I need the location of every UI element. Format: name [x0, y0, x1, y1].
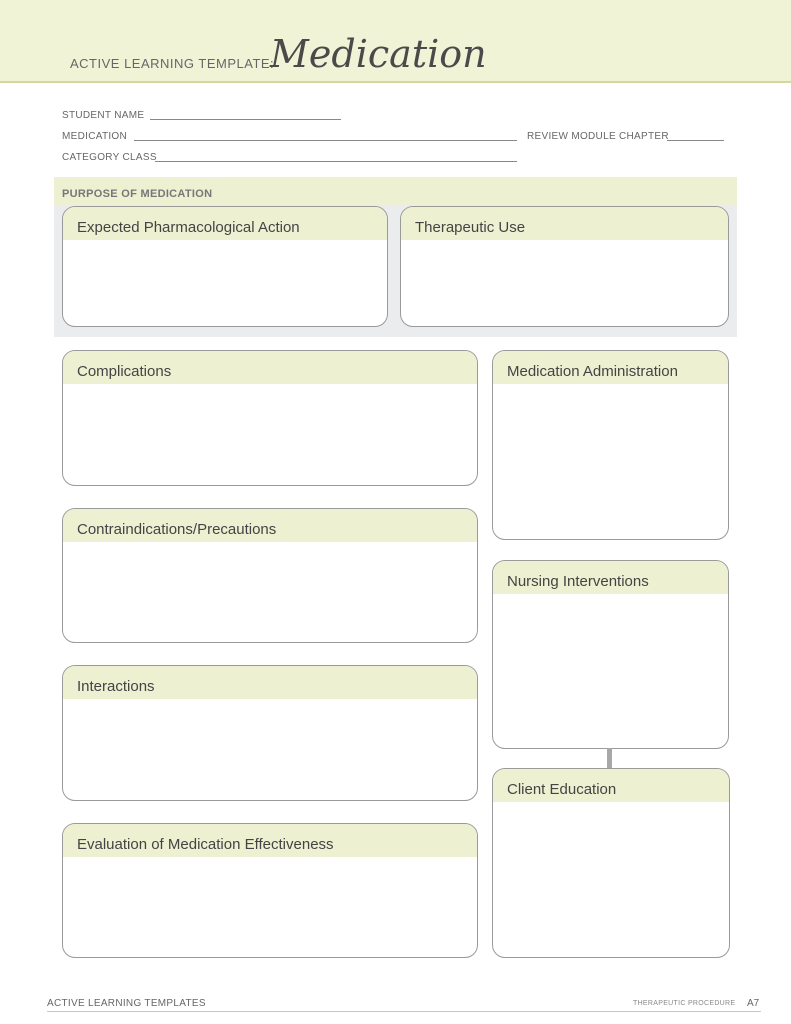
- footer-left-text: ACTIVE LEARNING TEMPLATES: [47, 998, 206, 1009]
- client-education-box[interactable]: [492, 768, 730, 958]
- client-education-header: [493, 769, 729, 802]
- interactions-header: [63, 666, 477, 699]
- nursing-interventions-box[interactable]: [492, 560, 729, 749]
- review-module-chapter-field[interactable]: [667, 140, 724, 141]
- review-module-chapter-label: REVIEW MODULE CHAPTER: [527, 131, 669, 142]
- page-number: A7: [747, 998, 760, 1009]
- expected-action-title: Expected Pharmacological Action: [77, 219, 300, 236]
- contraindications-box[interactable]: [62, 508, 478, 643]
- student-name-field[interactable]: [150, 119, 341, 120]
- interactions-box[interactable]: [62, 665, 478, 801]
- footer-right-text: THERAPEUTIC PROCEDURE: [633, 1000, 736, 1007]
- expected-action-header: [63, 207, 387, 240]
- category-class-field[interactable]: [155, 161, 517, 162]
- evaluation-title: Evaluation of Medication Effectiveness: [77, 836, 334, 853]
- administration-box[interactable]: [492, 350, 729, 540]
- purpose-header: [54, 177, 737, 206]
- expected-action-box[interactable]: [62, 206, 388, 327]
- contraindications-title: Contraindications/Precautions: [77, 521, 277, 538]
- therapeutic-use-header: [401, 207, 728, 240]
- complications-header: [63, 351, 477, 384]
- student-name-label: STUDENT NAME: [62, 110, 145, 121]
- nursing-interventions-header: [493, 561, 728, 594]
- template-label: ACTIVE LEARNING TEMPLATE:: [70, 56, 275, 71]
- therapeutic-use-box[interactable]: [400, 206, 729, 327]
- therapeutic-use-title: Therapeutic Use: [415, 219, 526, 236]
- contraindications-header: [63, 509, 477, 542]
- interactions-title: Interactions: [77, 678, 155, 695]
- evaluation-header: [63, 824, 477, 857]
- evaluation-box[interactable]: [62, 823, 478, 958]
- footer-divider: [47, 1011, 761, 1012]
- complications-box[interactable]: [62, 350, 478, 486]
- purpose-title: PURPOSE OF MEDICATION: [62, 188, 213, 200]
- template-title: Medication: [270, 32, 487, 76]
- administration-header: [493, 351, 728, 384]
- complications-title: Complications: [77, 363, 172, 380]
- administration-title: Medication Administration: [507, 363, 678, 380]
- medication-label: MEDICATION: [62, 131, 128, 142]
- category-class-label: CATEGORY CLASS: [62, 152, 157, 163]
- medication-field[interactable]: [134, 140, 517, 141]
- connector-bar: [607, 748, 612, 768]
- template-header: [0, 0, 791, 83]
- client-education-title: Client Education: [507, 781, 617, 798]
- nursing-interventions-title: Nursing Interventions: [507, 573, 649, 590]
